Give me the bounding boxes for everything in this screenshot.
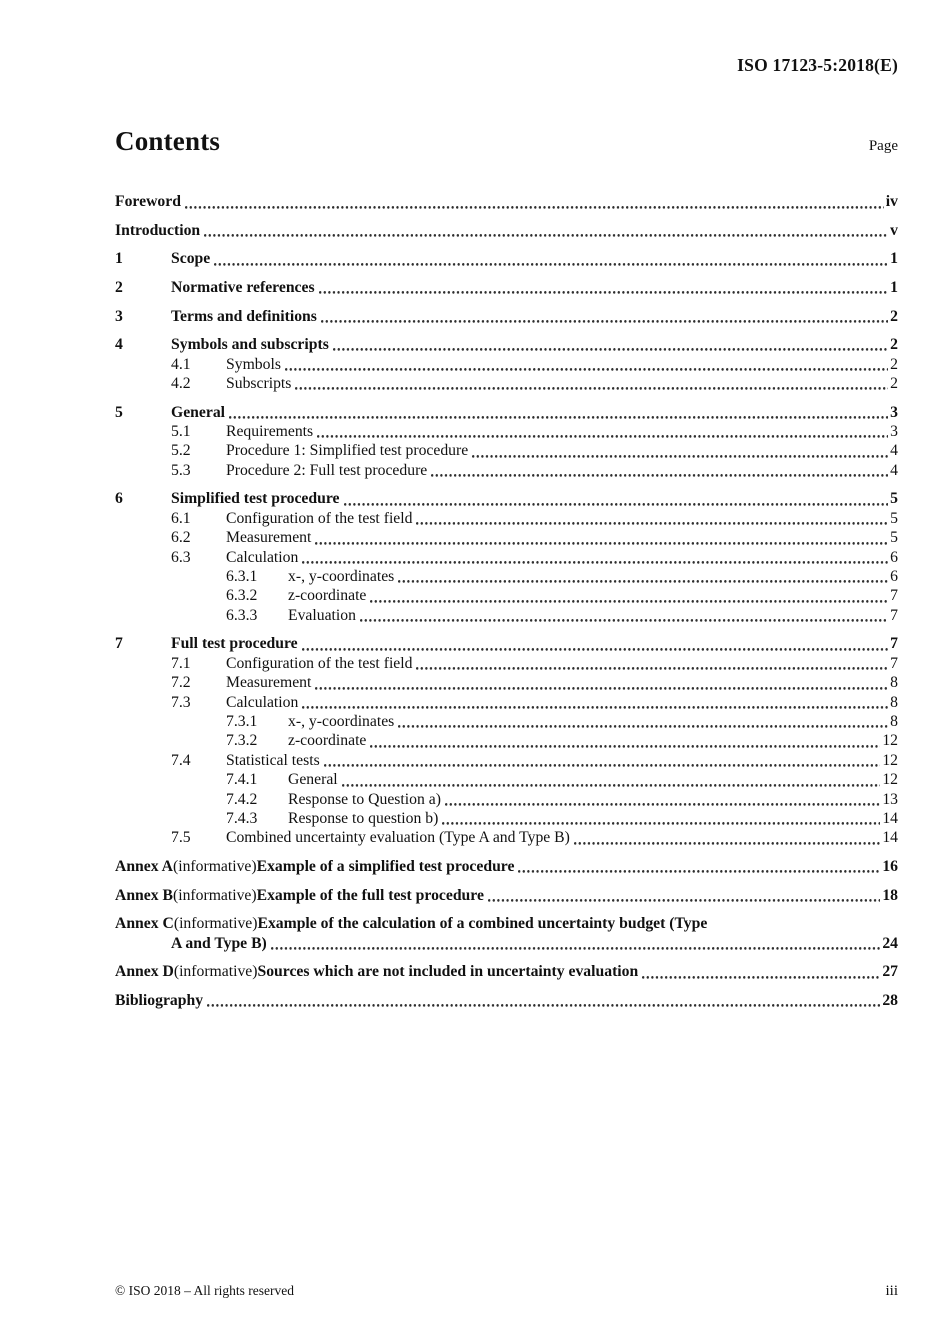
toc-entry-label: Calculation <box>226 693 299 711</box>
toc-entry-label: Full test procedure <box>171 635 298 653</box>
toc-entry-number: 3 <box>115 307 123 325</box>
toc-entry-label: Response to Question a) <box>288 790 441 808</box>
dotted-leader <box>472 441 888 460</box>
annex-title: Example of the full test procedure <box>256 886 484 904</box>
annex-prefix: Annex A <box>115 858 173 876</box>
annex-qualifier: (informative) <box>173 963 258 981</box>
toc-entry-number: 4.2 <box>171 374 191 392</box>
toc-entry[interactable] <box>115 422 898 441</box>
toc-entry-number: 6.3.1 <box>226 568 258 585</box>
dotted-leader <box>333 335 888 354</box>
toc-entry-page: 8 <box>890 674 898 692</box>
toc-entry-label: Subscripts <box>226 374 292 392</box>
toc-entry-number: 5.3 <box>171 461 191 479</box>
annex-prefix: Annex C <box>115 915 174 933</box>
dotted-leader <box>315 673 888 692</box>
dotted-leader <box>302 693 888 712</box>
toc-entry-label: Configuration of the test field <box>226 509 413 527</box>
toc-entry-label: Measurement <box>226 529 312 547</box>
toc-entry[interactable] <box>115 586 898 605</box>
dotted-leader <box>398 567 888 586</box>
toc-entry-label: x-, y-coordinates <box>288 568 395 585</box>
toc-entry-label: z-coordinate <box>288 587 367 605</box>
toc-entry[interactable] <box>115 673 898 692</box>
toc-entry-label: General <box>171 403 226 421</box>
dotted-leader <box>416 509 888 528</box>
dotted-leader <box>302 548 888 567</box>
toc-entry[interactable] <box>115 914 898 933</box>
dotted-leader <box>317 422 888 441</box>
toc-entry[interactable] <box>115 809 898 828</box>
toc-entry-number: 6.2 <box>171 529 191 547</box>
toc-entry[interactable] <box>115 528 898 547</box>
toc-entry[interactable] <box>115 857 898 876</box>
toc-entry[interactable] <box>115 693 898 712</box>
toc-entry-number: 4 <box>115 336 123 354</box>
dotted-leader <box>319 278 889 297</box>
toc-entry[interactable] <box>115 606 898 625</box>
toc-entry[interactable] <box>115 441 898 460</box>
toc-entry[interactable] <box>115 278 898 297</box>
annex-prefix: Annex D <box>115 963 174 981</box>
toc-entry[interactable] <box>115 712 898 731</box>
toc-entry-label: Statistical tests <box>226 751 320 769</box>
toc-entry-label: z-coordinate <box>288 732 367 750</box>
toc-entry-label: Introduction <box>115 221 201 239</box>
toc-entry[interactable] <box>115 962 898 981</box>
toc-entry-page: 7 <box>890 635 898 653</box>
toc-entry-page: 7 <box>890 587 898 605</box>
toc-entry-page: 28 <box>882 991 898 1009</box>
toc-entry-label: Requirements <box>226 422 314 440</box>
toc-entry[interactable] <box>115 731 898 750</box>
toc-entry[interactable] <box>115 548 898 567</box>
dotted-leader <box>574 828 880 847</box>
toc-entry-label: Evaluation <box>288 606 356 624</box>
toc-entry-page: 12 <box>882 771 898 789</box>
annex-title-continued: A and Type B) <box>171 934 267 952</box>
toc-entry-label: Response to question b) <box>288 810 439 828</box>
toc-entry-page: 2 <box>890 355 898 373</box>
toc-entry-page: 18 <box>882 886 898 904</box>
toc-entry-page: 1 <box>890 250 898 268</box>
annex-qualifier: (informative) <box>173 915 258 933</box>
contents-header <box>115 126 898 157</box>
dotted-leader <box>398 712 888 731</box>
toc-entry-page: v <box>890 221 898 239</box>
toc-entry-label: Symbols <box>226 355 281 373</box>
toc-entry-label: Configuration of the test field <box>226 654 413 672</box>
dotted-leader <box>271 934 881 953</box>
toc-entry-label: Calculation <box>226 548 299 566</box>
toc-entry-page: 27 <box>882 963 898 981</box>
toc-entry-page: 7 <box>890 654 898 672</box>
toc-entry-page: 1 <box>890 278 898 296</box>
annex-prefix: Annex B <box>115 886 173 904</box>
toc-entry-page: 16 <box>882 858 898 876</box>
running-header <box>115 55 898 76</box>
dotted-leader <box>321 307 888 326</box>
toc-entry[interactable] <box>115 374 898 393</box>
page-column-label: Page <box>868 138 898 154</box>
toc-entry[interactable] <box>115 991 898 1010</box>
dotted-leader <box>518 857 880 876</box>
toc-entry-page: 5 <box>890 490 898 508</box>
page-number: iii <box>885 1283 898 1299</box>
page-footer <box>115 1283 898 1300</box>
toc-entry-page: 5 <box>890 529 898 547</box>
toc-entry[interactable] <box>115 221 898 240</box>
toc-entry-page: 8 <box>890 693 898 711</box>
toc-entry-page: 24 <box>882 934 898 952</box>
annex-title: Example of a simplified test procedure <box>256 858 515 876</box>
toc-entry-label: Combined uncertainty evaluation (Type A and Type B) <box>226 829 570 847</box>
toc-entry-page: 4 <box>890 442 898 460</box>
document-id: ISO 17123-5:2018(E) <box>737 55 898 75</box>
toc-entry[interactable] <box>115 567 898 586</box>
toc-entry-number: 6.1 <box>171 509 191 527</box>
toc-entry[interactable] <box>115 249 898 268</box>
annex-title: Example of the calculation of a combined uncertainty budget (Type <box>257 915 708 933</box>
toc-entry-label: Foreword <box>115 193 181 211</box>
toc-entry-number: 7.4 <box>171 751 191 769</box>
dotted-leader <box>207 991 880 1010</box>
toc-entry-label: Measurement <box>226 674 312 692</box>
table-of-contents <box>115 183 898 1010</box>
toc-entry[interactable] <box>115 509 898 528</box>
toc-entry-number: 6.3 <box>171 548 191 566</box>
toc-entry-label: Procedure 2: Full test procedure <box>226 461 428 479</box>
dotted-leader <box>214 249 888 268</box>
dotted-leader <box>642 962 880 981</box>
toc-entry-number: 2 <box>115 278 123 296</box>
toc-entry-page: 14 <box>882 829 898 847</box>
toc-entry-number: 6.3.2 <box>226 587 258 605</box>
toc-entry-number: 7.4.1 <box>226 771 258 789</box>
toc-entry-label: Terms and definitions <box>171 307 317 325</box>
toc-entry-page: 13 <box>882 790 898 808</box>
dotted-leader <box>370 731 880 750</box>
toc-entry-number: 1 <box>115 250 123 268</box>
toc-entry[interactable] <box>115 654 898 673</box>
dotted-leader <box>204 221 888 240</box>
toc-entry-number: 7.4.3 <box>226 810 258 828</box>
toc-entry-label: General <box>288 771 338 789</box>
toc-entry-label: x-, y-coordinates <box>288 713 395 731</box>
toc-entry-label: Simplified test procedure <box>171 490 340 508</box>
toc-entry-number: 6 <box>115 490 123 508</box>
dotted-leader <box>344 489 889 508</box>
toc-entry-label: Symbols and subscripts <box>171 336 329 354</box>
toc-entry-label: Procedure 1: Simplified test procedure <box>226 442 469 460</box>
toc-entry-page: 6 <box>890 548 898 566</box>
toc-entry-page: 14 <box>882 810 898 828</box>
dotted-leader <box>431 461 888 480</box>
toc-entry-page: 5 <box>890 509 898 527</box>
toc-entry-number: 7.3 <box>171 693 191 711</box>
toc-entry-page: 6 <box>890 568 898 585</box>
toc-entry[interactable] <box>115 489 898 508</box>
toc-entry[interactable] <box>115 461 898 480</box>
toc-entry-number: 7.2 <box>171 674 191 692</box>
toc-entry-label: Normative references <box>171 278 315 296</box>
toc-entry-number: 7 <box>115 635 123 653</box>
toc-entry-label: Bibliography <box>115 991 204 1009</box>
toc-entry[interactable] <box>115 403 898 422</box>
toc-entry-page: iv <box>885 193 898 211</box>
toc-entry-number: 5 <box>115 403 123 421</box>
page-title: Contents <box>115 126 221 156</box>
toc-entry-number: 7.1 <box>171 654 191 672</box>
annex-title: Sources which are not included in uncertainty evaluation <box>257 963 639 981</box>
dotted-leader <box>416 654 888 673</box>
toc-entry[interactable] <box>115 886 898 905</box>
toc-entry-number: 6.3.3 <box>226 606 258 624</box>
dotted-leader <box>285 355 888 374</box>
dotted-leader <box>185 192 884 211</box>
dotted-leader <box>229 403 888 422</box>
dotted-leader <box>370 586 888 605</box>
toc-entry[interactable] <box>115 192 898 211</box>
dotted-leader <box>295 374 888 393</box>
toc-entry-page: 3 <box>890 403 898 421</box>
dotted-leader <box>360 606 888 625</box>
toc-entry-label: Scope <box>171 250 211 268</box>
dotted-leader <box>488 886 880 905</box>
annex-qualifier: (informative) <box>172 858 257 876</box>
annex-qualifier: (informative) <box>172 886 257 904</box>
toc-entry[interactable] <box>115 770 898 789</box>
dotted-leader <box>302 634 889 653</box>
dotted-leader <box>442 809 880 828</box>
toc-entry-page: 7 <box>890 606 898 624</box>
copyright-notice: © ISO 2018 – All rights reserved <box>115 1283 294 1298</box>
toc-entry-page: 4 <box>890 461 898 479</box>
dotted-leader <box>445 790 880 809</box>
toc-entry[interactable] <box>115 751 898 770</box>
toc-entry[interactable] <box>115 828 898 847</box>
dotted-leader <box>315 528 888 547</box>
toc-entry-number: 7.3.1 <box>226 713 258 731</box>
toc-entry[interactable] <box>115 307 898 326</box>
toc-entry[interactable] <box>115 335 898 354</box>
toc-entry-page: 2 <box>890 374 898 392</box>
toc-entry-number: 5.1 <box>171 422 191 440</box>
toc-entry-number: 7.3.2 <box>226 732 258 750</box>
toc-entry-continuation[interactable] <box>115 934 898 953</box>
toc-entry-page: 8 <box>890 713 898 731</box>
toc-entry[interactable] <box>115 634 898 653</box>
toc-entry[interactable] <box>115 355 898 374</box>
toc-entry-number: 7.5 <box>171 829 191 847</box>
toc-entry-page: 2 <box>890 336 898 354</box>
toc-entry-page: 2 <box>890 307 898 325</box>
toc-entry-number: 4.1 <box>171 355 191 373</box>
toc-entry-page: 12 <box>882 751 898 769</box>
toc-entry-number: 5.2 <box>171 442 191 460</box>
toc-entry-page: 3 <box>890 422 898 440</box>
toc-entry-number: 7.4.2 <box>226 790 258 808</box>
dotted-leader <box>324 751 881 770</box>
toc-entry[interactable] <box>115 790 898 809</box>
toc-entry-page: 12 <box>882 732 898 750</box>
dotted-leader <box>342 770 881 789</box>
